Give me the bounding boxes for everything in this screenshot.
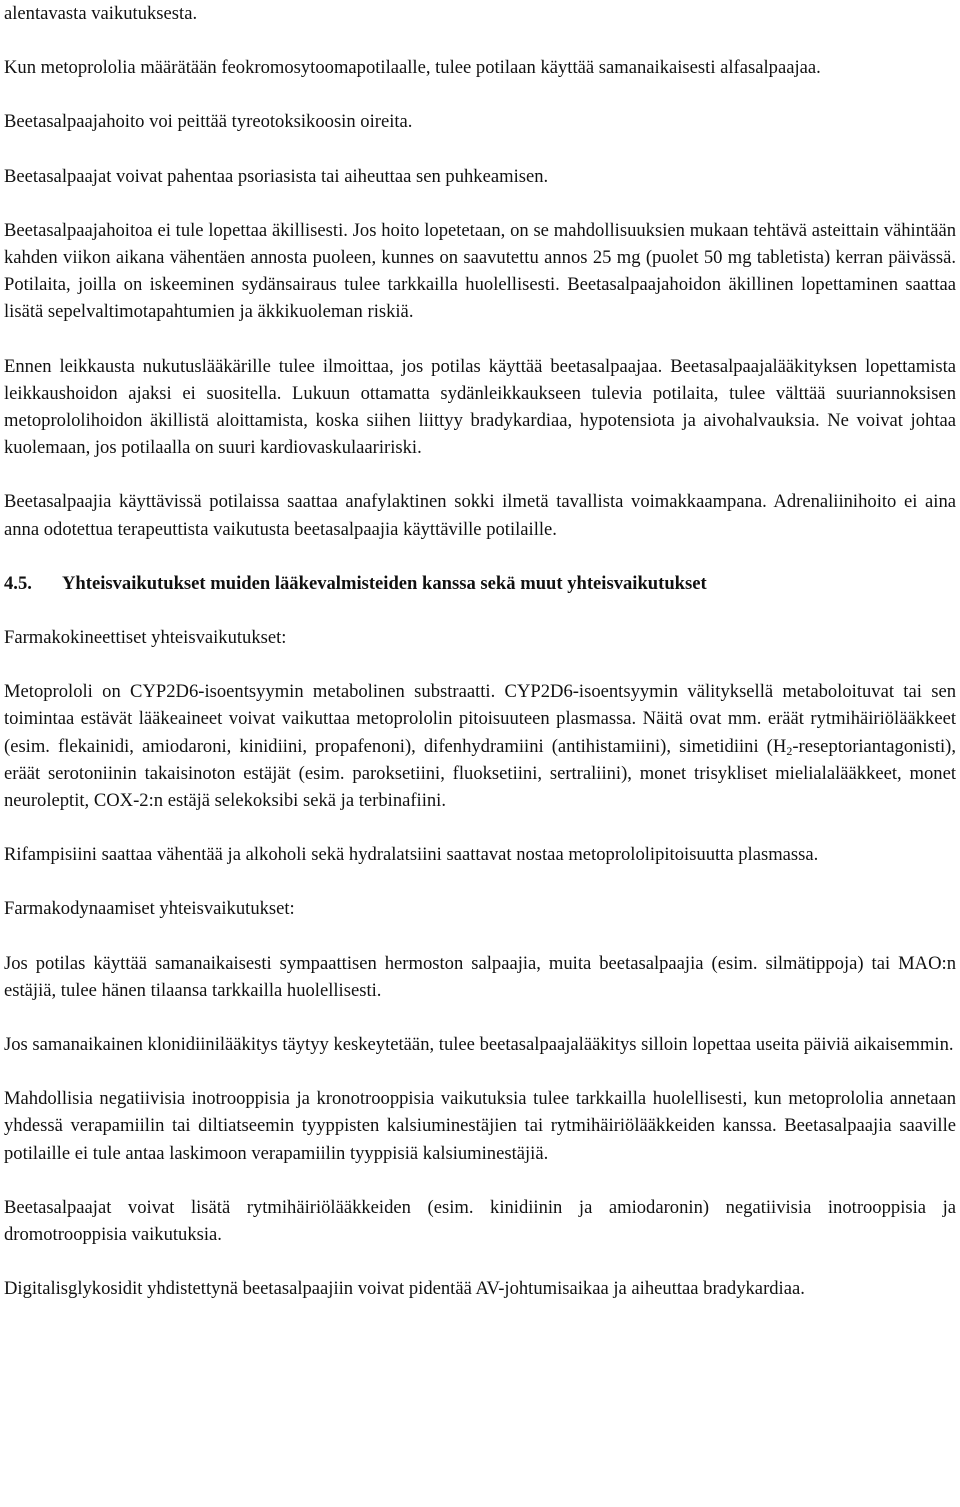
- paragraph-tyreotoksikoosi: Beetasalpaajahoito voi peittää tyreotoksikoosin oireita.: [4, 111, 413, 133]
- paragraph-intro: alentavasta vaikutuksesta.: [4, 3, 198, 24]
- paragraph-cyp2d6: [4, 678, 956, 814]
- paragraph-klonidiini: Jos samanaikainen klonidiinilääkitys täytyy keskeytetään, tulee beetasalpaajalääkitys silloin lopettaa useita päiviä aikaisemmin.: [4, 1034, 954, 1056]
- subheading-farmakokineettiset: Farmakokineettiset yhteisvaikutukset:: [4, 627, 287, 649]
- paragraph-rifampisiini: Rifampisiini saattaa vähentää ja alkoholi sekä hydralatsiini saattavat nostaa metoprololipitoisuutta plasmassa.: [4, 844, 819, 866]
- paragraph-psoriasis: Beetasalpaajat voivat pahentaa psoriasista tai aiheuttaa sen puhkeamisen.: [4, 165, 549, 187]
- subheading-farmakodynaamiset: Farmakodynaamiset yhteisvaikutukset:: [4, 898, 295, 920]
- section-heading: [4, 570, 956, 597]
- paragraph-lopetus: Beetasalpaajahoitoa ei tule lopettaa äkillisesti. Jos hoito lopetetaan, on se mahdollisuuksien mukaan tehtävä asteittain vähintään kahden viikon aikana vähentäen annosta puoleen, kunnes on saavutettu annos 25 mg (puolet 50 mg tabletista) kerran päivässä. Potilaita, joilla on iskeeminen sydänsairaus tulee tarkkailla huolellisesti. Beetasalpaajahoidon äkillinen lopettaminen saattaa lisätä sepelvaltimotapahtumien ja äkkikuoleman riskiä.: [4, 219, 956, 323]
- section-number: 4.5.: [4, 572, 32, 594]
- cyp-text-after: -reseptoriantagonisti), eräät serotoniinin takaisinoton estäjät (esim. paroksetiini, fluoksetiini, sertraliini), monet trisykliset mielialalääkkeet, monet neuroleptit, COX-2:n estäjä selekoksibi sekä ja terbinafiini.: [4, 735, 956, 812]
- subscript-two: 2: [786, 743, 793, 758]
- paragraph-inotroopit: Mahdollisia negatiivisia inotrooppisia ja kronotrooppisia vaikutuksia tulee tarkkailla huolellisesti, kun metoprololia annetaan yhdessä verapamiilin tai diltiatseemin tyyppisten kalsiuminestäjien tai rytmihäiriölääkkeiden kanssa. Beetasalpaajia saaville potilaille ei tule antaa laskimoon verapamiilin tyyppisiä kalsiuminestäjiä.: [4, 1088, 956, 1164]
- paragraph-digitalis: Digitalisglykosidit yhdistettynä beetasalpaajiin voivat pidentää AV-johtumisaikaa ja aiheuttaa bradykardiaa.: [4, 1278, 805, 1300]
- paragraph-leikkaus: Ennen leikkausta nukutuslääkärille tulee ilmoittaa, jos potilas käyttää beetasalpaajaa. Beetasalpaajalääkityksen lopettamista leikkaushoidon ajaksi ei suositella. Lukuun ottamatta sydänleikkaukseen tulevia potilaita, tulee välttää suuriannoksisen metoprololihoidon äkillistä aloittamista, koska siihen liittyy bradykardiaa, hypotensiota ja aivohalvauksia. Ne voivat johtaa kuolemaan, jos potilaalla on suuri kardiovaskulaaririski.: [4, 355, 956, 459]
- paragraph-anafylaksia: Beetasalpaajia käyttävissä potilaissa saattaa anafylaktinen sokki ilmetä tavallista voimakkaampana. Adrenaliinihoito ei aina anna odotettua terapeuttista vaikutusta beetasalpaajia käyttäville potilaille.: [4, 491, 956, 540]
- paragraph-rytmihairio: Beetasalpaajat voivat lisätä rytmihäiriölääkkeiden (esim. kinidiinin ja amiodaronin) negatiivisia inotrooppisia ja dromotrooppisia vaikutuksia.: [4, 1196, 956, 1246]
- cyp-text-before: Metoprololi on CYP2D6-isoentsyymin metabolinen substraatti. CYP2D6-isoentsyymin välityksellä metaboloituvat tai sen toimintaa estävät lääkeaineet voivat vaikuttaa metoprololin pitoisuuteen plasmassa. Näitä ovat mm. eräät rytmihäiriölääkkeet (esim. flekainidi, amiodaroni, kinidiini, propafenoni), difenhydramiini (antihistamiini), simetidiini (H: [4, 681, 956, 757]
- section-title: Yhteisvaikutukset muiden lääkevalmisteiden kanssa sekä muut yhteisvaikutukset: [62, 572, 707, 594]
- paragraph-feokromosytooma: Kun metoprololia määrätään feokromosytoomapotilaalle, tulee potilaan käyttää samanaikaisesti alfasalpaajaa.: [4, 57, 821, 79]
- paragraph-sympaattinen: Jos potilas käyttää samanaikaisesti sympaattisen hermoston salpaajia, muita beetasalpaajia (esim. silmätippoja) tai MAO:n estäjiä, tulee hänen tilaansa tarkkailla huolellisesti.: [4, 952, 956, 1001]
